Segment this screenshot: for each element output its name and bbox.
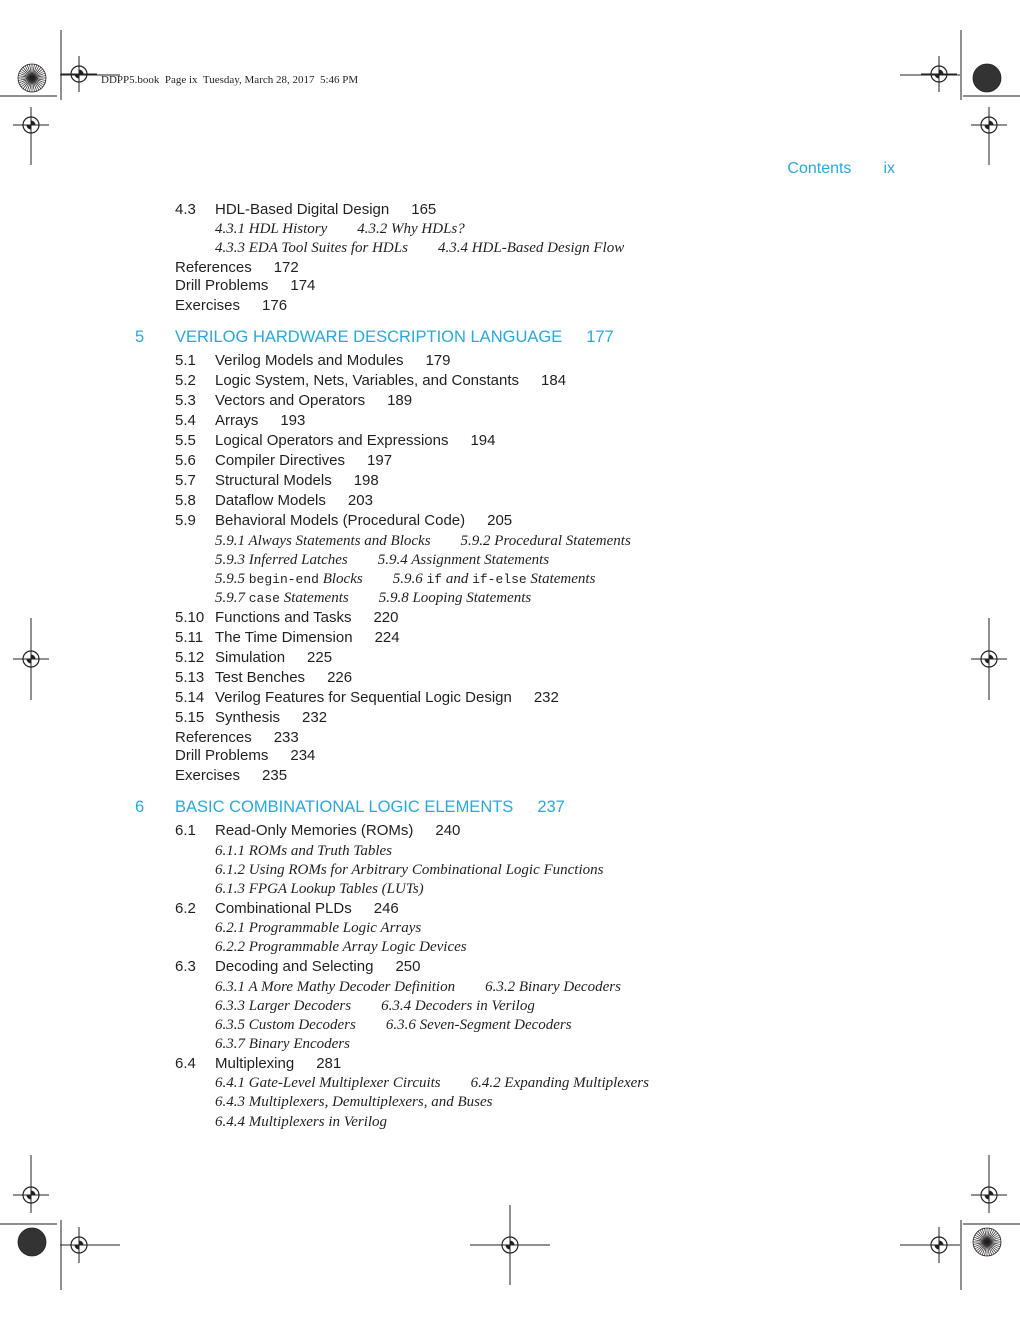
toc-subsections-6-4-a — [215, 1075, 649, 1092]
subsection-title-part: and — [442, 571, 473, 587]
subsection-title: Statements — [526, 571, 596, 587]
section-title: Test Benches — [215, 669, 306, 686]
toc-subsection-4-3-3[interactable]: 4.3.3 EDA Tool Suites for HDLs — [215, 240, 408, 256]
toc-exercises-ch5[interactable] — [175, 767, 287, 784]
page-number: ix — [883, 160, 895, 177]
section-number: 6.2 — [175, 900, 196, 917]
chapter-page: 237 — [537, 798, 565, 816]
section-page: 246 — [373, 900, 399, 917]
section-page: 232 — [533, 689, 559, 706]
toc-section-6-3[interactable] — [175, 958, 420, 975]
section-page: 226 — [327, 669, 353, 686]
section-title: Logical Operators and Expressions — [215, 432, 449, 449]
toc-subsection-5-9-3[interactable]: 5.9.3 Inferred Latches — [215, 552, 348, 568]
section-page: 203 — [347, 492, 373, 509]
running-head-label: Contents — [787, 160, 852, 177]
toc-subsection-5-9-1[interactable]: 5.9.1 Always Statements and Blocks — [215, 533, 431, 549]
section-number: 5.11 — [175, 629, 204, 646]
toc-section-5-9[interactable] — [175, 512, 512, 529]
toc-subsection-6-4-4[interactable]: 6.4.4 Multiplexers in Verilog — [215, 1114, 388, 1130]
toc-section-5-10[interactable] — [175, 609, 399, 626]
entry-page: 174 — [290, 277, 316, 294]
subsection-number: 5.9.6 — [392, 571, 427, 587]
section-number: 6.1 — [175, 822, 196, 839]
toc-subsections-5-9-d — [215, 590, 531, 607]
chapter-title: VERILOG HARDWARE DESCRIPTION LANGUAGE — [175, 328, 563, 346]
toc-subsection-4-3-2[interactable]: 4.3.2 Why HDLs? — [357, 221, 465, 237]
section-title: Dataflow Models — [215, 492, 326, 509]
toc-subsections-5-9-c — [215, 571, 595, 588]
section-title: Verilog Models and Modules — [215, 352, 404, 369]
section-page: 224 — [374, 629, 400, 646]
section-number: 5.7 — [175, 472, 196, 489]
section-page: 179 — [425, 352, 451, 369]
toc-section-6-1[interactable] — [175, 822, 460, 839]
section-title: Vectors and Operators — [215, 392, 366, 409]
toc-subsections-6-3-c — [215, 1017, 572, 1034]
toc-subsection-6-2-2[interactable]: 6.2.2 Programmable Array Logic Devices — [215, 939, 467, 955]
section-page: 250 — [395, 958, 421, 975]
entry-page: 235 — [262, 767, 288, 784]
subsection-number: 5.9.5 — [215, 571, 249, 587]
section-page: 193 — [280, 412, 306, 429]
toc-subsection-6-3-4[interactable]: 6.3.4 Decoders in Verilog — [381, 998, 535, 1014]
toc-subsection-4-3-4[interactable]: 4.3.4 HDL-Based Design Flow — [437, 240, 625, 256]
toc-section-5-3[interactable] — [175, 392, 412, 409]
toc-subsections-4-3-a — [215, 221, 465, 238]
toc-chapter-6[interactable] — [135, 798, 565, 817]
section-title: Simulation — [215, 649, 286, 666]
file-slug: DDPP5.book Page ix Tuesday, March 28, 2017 5:46 PM — [101, 74, 359, 86]
section-page: 197 — [367, 452, 393, 469]
toc-section-5-6[interactable] — [175, 452, 392, 469]
code-keyword: begin-end — [248, 572, 319, 587]
section-page: 189 — [387, 392, 413, 409]
section-title: Verilog Features for Sequential Logic Design — [215, 689, 512, 706]
section-title: Logic System, Nets, Variables, and Constants — [215, 372, 520, 389]
chapter-number: 6 — [135, 798, 145, 816]
entry-title: Drill Problems — [175, 277, 269, 294]
toc-references-ch4[interactable] — [175, 259, 299, 276]
solid-dot-mark-icon — [973, 64, 1001, 92]
section-page: 198 — [353, 472, 379, 489]
toc-section-5-14[interactable] — [175, 689, 559, 706]
code-keyword: if-else — [472, 572, 527, 587]
solid-dot-mark-icon — [18, 1228, 46, 1256]
section-number: 5.2 — [175, 372, 196, 389]
toc-section-4-3[interactable] — [175, 201, 436, 218]
section-number: 5.15 — [175, 709, 205, 726]
toc-section-6-2[interactable] — [175, 900, 399, 917]
section-number: 5.3 — [175, 392, 196, 409]
toc-subsection-5-9-2[interactable]: 5.9.2 Procedural Statements — [460, 533, 631, 549]
section-number: 5.4 — [175, 412, 196, 429]
toc-section-5-8[interactable] — [175, 492, 373, 509]
section-number: 5.9 — [175, 512, 196, 529]
entry-page: 172 — [273, 259, 299, 276]
toc-drill-problems-ch5[interactable] — [175, 747, 315, 764]
section-page: 194 — [470, 432, 496, 449]
section-page: 240 — [435, 822, 461, 839]
toc-subsection-6-1-1[interactable]: 6.1.1 ROMs and Truth Tables — [215, 843, 392, 859]
toc-subsection-6-3-5[interactable]: 6.3.5 Custom Decoders — [215, 1017, 356, 1033]
toc-subsection-4-3-1[interactable]: 4.3.1 HDL History — [215, 221, 328, 237]
toc-section-5-11[interactable] — [175, 629, 400, 646]
chapter-page: 177 — [586, 328, 614, 346]
entry-title: Drill Problems — [175, 747, 269, 764]
toc-subsection-6-3-6[interactable]: 6.3.6 Seven-Segment Decoders — [385, 1017, 572, 1033]
subsection-number: 5.9.7 — [215, 590, 249, 606]
section-page: 220 — [373, 609, 399, 626]
toc-section-5-5[interactable] — [175, 432, 496, 449]
toc-subsections-5-9-a — [215, 533, 631, 550]
toc-references-ch5[interactable] — [175, 729, 299, 746]
section-number: 5.12 — [175, 649, 205, 666]
section-page: 205 — [487, 512, 513, 529]
toc-section-5-7[interactable] — [175, 472, 379, 489]
starburst-mark-icon — [18, 64, 46, 92]
subsection-title: Blocks — [318, 571, 363, 587]
section-title: Synthesis — [215, 709, 281, 726]
toc-subsections-5-9-b — [215, 552, 549, 569]
entry-title: References — [175, 729, 252, 746]
toc-subsection-5-9-7[interactable] — [215, 590, 349, 606]
section-title: Combinational PLDs — [215, 900, 352, 917]
section-page: 281 — [316, 1055, 342, 1072]
section-page: 232 — [302, 709, 328, 726]
section-title: HDL-Based Digital Design — [215, 201, 390, 218]
registration-mark-icon — [61, 56, 97, 92]
code-keyword: case — [248, 591, 280, 606]
section-title: Arrays — [215, 412, 259, 429]
toc-section-6-4[interactable] — [175, 1055, 341, 1072]
entry-title: Exercises — [175, 297, 241, 314]
toc-subsection-6-2-1[interactable]: 6.2.1 Programmable Logic Arrays — [215, 920, 422, 936]
chapter-title: BASIC COMBINATIONAL LOGIC ELEMENTS — [175, 798, 514, 816]
toc-subsections-4-3-b — [215, 240, 624, 257]
chapter-number: 5 — [135, 328, 145, 346]
toc-subsections-6-3-b — [215, 998, 535, 1015]
registration-mark-icon — [921, 56, 957, 92]
toc-section-5-4[interactable] — [175, 412, 305, 429]
starburst-mark-icon — [973, 1228, 1001, 1256]
section-number: 6.4 — [175, 1055, 196, 1072]
section-number: 5.8 — [175, 492, 196, 509]
toc-subsection-5-9-8[interactable]: 5.9.8 Looping Statements — [378, 590, 532, 606]
toc-section-5-12[interactable] — [175, 649, 332, 666]
section-number: 4.3 — [175, 201, 196, 218]
section-title: Multiplexing — [215, 1055, 295, 1072]
toc-section-5-1[interactable] — [175, 352, 450, 369]
running-head — [787, 160, 895, 178]
entry-page: 176 — [262, 297, 288, 314]
section-page: 225 — [307, 649, 333, 666]
toc-subsection-6-1-2[interactable]: 6.1.2 Using ROMs for Arbitrary Combinational Logic Functions — [215, 862, 604, 878]
toc-subsection-6-3-3[interactable]: 6.3.3 Larger Decoders — [215, 998, 352, 1014]
section-number: 5.10 — [175, 609, 205, 626]
toc-subsection-5-9-6[interactable] — [393, 571, 596, 587]
entry-page: 234 — [290, 747, 316, 764]
toc-subsections-6-3-a — [215, 979, 621, 996]
section-number: 5.5 — [175, 432, 196, 449]
toc-subsection-6-4-2[interactable]: 6.4.2 Expanding Multiplexers — [470, 1075, 649, 1091]
section-title: Behavioral Models (Procedural Code) — [215, 512, 466, 529]
toc-section-5-15[interactable] — [175, 709, 327, 726]
section-title: Read-Only Memories (ROMs) — [215, 822, 414, 839]
section-title: Decoding and Selecting — [215, 958, 374, 975]
toc-subsection-6-4-1[interactable]: 6.4.1 Gate-Level Multiplexer Circuits — [215, 1075, 441, 1091]
entry-title: References — [175, 259, 252, 276]
toc-exercises-ch4[interactable] — [175, 297, 287, 314]
toc-subsection-6-3-7[interactable]: 6.3.7 Binary Encoders — [215, 1036, 350, 1052]
toc-subsection-6-3-2[interactable]: 6.3.2 Binary Decoders — [485, 979, 621, 995]
code-keyword: if — [426, 572, 443, 587]
toc-subsection-5-9-5[interactable] — [215, 571, 363, 587]
entry-title: Exercises — [175, 767, 241, 784]
toc-chapter-5[interactable] — [135, 328, 614, 347]
section-title: Structural Models — [215, 472, 332, 489]
section-title: The Time Dimension — [215, 629, 353, 646]
section-number: 5.6 — [175, 452, 196, 469]
entry-page: 233 — [273, 729, 299, 746]
section-page: 165 — [411, 201, 437, 218]
toc-drill-problems-ch4[interactable] — [175, 277, 315, 294]
section-number: 5.13 — [175, 669, 205, 686]
toc-section-5-13[interactable] — [175, 669, 352, 686]
section-title: Functions and Tasks — [215, 609, 352, 626]
section-title: Compiler Directives — [215, 452, 346, 469]
toc-subsection-6-4-3[interactable]: 6.4.3 Multiplexers, Demultiplexers, and Buses — [215, 1094, 493, 1110]
toc-section-5-2[interactable] — [175, 372, 566, 389]
section-number: 5.1 — [175, 352, 196, 369]
toc-subsection-6-3-1[interactable]: 6.3.1 A More Mathy Decoder Definition — [215, 979, 456, 995]
toc-subsection-5-9-4[interactable]: 5.9.4 Assignment Statements — [377, 552, 550, 568]
section-page: 184 — [541, 372, 567, 389]
section-number: 6.3 — [175, 958, 196, 975]
section-number: 5.14 — [175, 689, 205, 706]
subsection-title: Statements — [279, 590, 349, 606]
toc-subsection-6-1-3[interactable]: 6.1.3 FPGA Lookup Tables (LUTs) — [215, 881, 424, 897]
